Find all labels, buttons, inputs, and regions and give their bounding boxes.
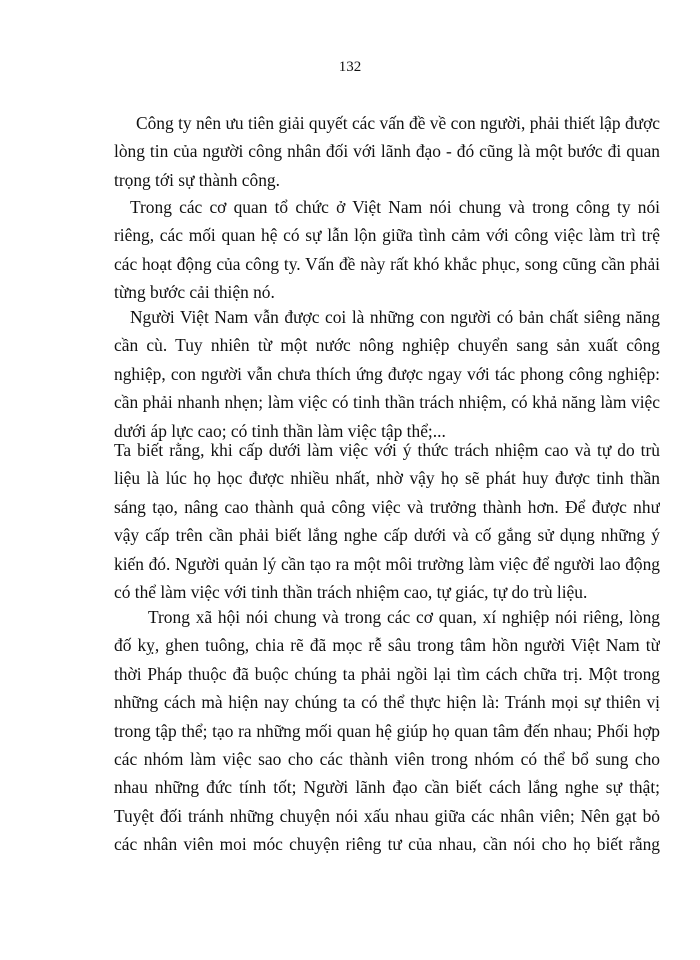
paragraph-line: có thể làm việc với tinh thần trách nhiệm cao, tự giác, tự do trù liệu. (114, 581, 588, 602)
paragraph-line: dưới áp lực cao; có tinh thần làm việc tập thể;... (114, 420, 446, 441)
paragraph-line: vậy cấp trên cần phải biết lắng nghe cấp dưới và cố gắng sử dụng những ý (114, 525, 660, 546)
paragraph-line: cần cù. Tuy nhiên từ một nước nông nghiệp chuyển sang sản xuất công (114, 335, 660, 356)
paragraph-4 (114, 436, 660, 606)
paragraph-line: Người Việt Nam vẫn được coi là những con người có bản chất siêng năng (130, 307, 660, 327)
paragraph-line: Trong các cơ quan tổ chức ở Việt Nam nói chung và trong công ty nói (130, 197, 660, 217)
paragraph-1 (114, 109, 660, 194)
paragraph-line: trong tập thể; tạo ra những mối quan hệ giúp họ quan tâm đến nhau; Phối hợp (114, 720, 660, 741)
paragraph-line: trọng tới sự thành công. (114, 169, 280, 190)
paragraph-line: Công ty nên ưu tiên giải quyết các vấn đề về con người, phải thiết lập được (136, 113, 660, 133)
paragraph-line: cần phải nhanh nhẹn; làm việc có tinh thần trách nhiệm, có khả năng làm việc (114, 392, 660, 413)
paragraph-line: riêng, các mối quan hệ có sự lẫn lộn giữa tình cảm với công việc làm trì trệ (114, 225, 660, 246)
paragraph-line: các nhân viên moi móc chuyện riêng tư của nhau, cần nói cho họ biết rằng (114, 834, 660, 855)
paragraph-line: sáng tạo, nâng cao thành quả công việc và trưởng thành hơn. Để được như (114, 496, 660, 517)
paragraph-line: nghiệp, con người vẫn chưa thích ứng được ngay với tác phong công nghiệp: (114, 363, 660, 384)
paragraph-2 (114, 193, 660, 307)
paragraph-line: lòng tin của người công nhân đối với lãnh đạo - đó cũng là một bước đi quan (114, 141, 660, 162)
paragraph-line: nhau những đức tính tốt; Người lãnh đạo cần biết cách lắng nghe sự thật; (114, 777, 660, 798)
paragraph-line: Tuyệt đối tránh những chuyện nói xấu nhau giữa các nhân viên; Nên gạt bỏ (114, 805, 660, 826)
paragraph-line: những cách mà hiện nay chúng ta có thể thực hiện là: Tránh mọi sự thiên vị (114, 692, 660, 713)
paragraph-line: Ta biết rằng, khi cấp dưới làm việc với ý thức trách nhiệm cao và tự do trù (114, 440, 660, 460)
paragraph-line: các hoạt động của công ty. Vấn đề này rất khó khắc phục, song cũng cần phải (114, 253, 660, 274)
paragraph-line: các nhóm làm việc sao cho các thành viên trong nhóm có thể bổ sung cho (114, 748, 660, 769)
paragraph-line: thời Pháp thuộc đã buộc chúng ta phải ngồi lại tìm cách chữa trị. Một trong (114, 663, 660, 684)
paragraph-5 (114, 603, 660, 859)
paragraph-line: Trong xã hội nói chung và trong các cơ quan, xí nghiệp nói riêng, lòng (148, 607, 660, 627)
page-number: 132 (338, 59, 362, 75)
paragraph-line: từng bước cải thiện nó. (114, 282, 275, 303)
paragraph-line: đố kỵ, ghen tuông, chia rẽ đã mọc rễ sâu trong tâm hồn người Việt Nam từ (114, 635, 660, 656)
paragraph-3 (114, 303, 660, 445)
paragraph-line: kiến đó. Người quản lý cần tạo ra một môi trường làm việc để người lao động (114, 553, 660, 574)
paragraph-line: liệu là lúc họ học được nhiều nhất, nhờ vậy họ sẽ phát huy được tinh thần (114, 468, 660, 489)
